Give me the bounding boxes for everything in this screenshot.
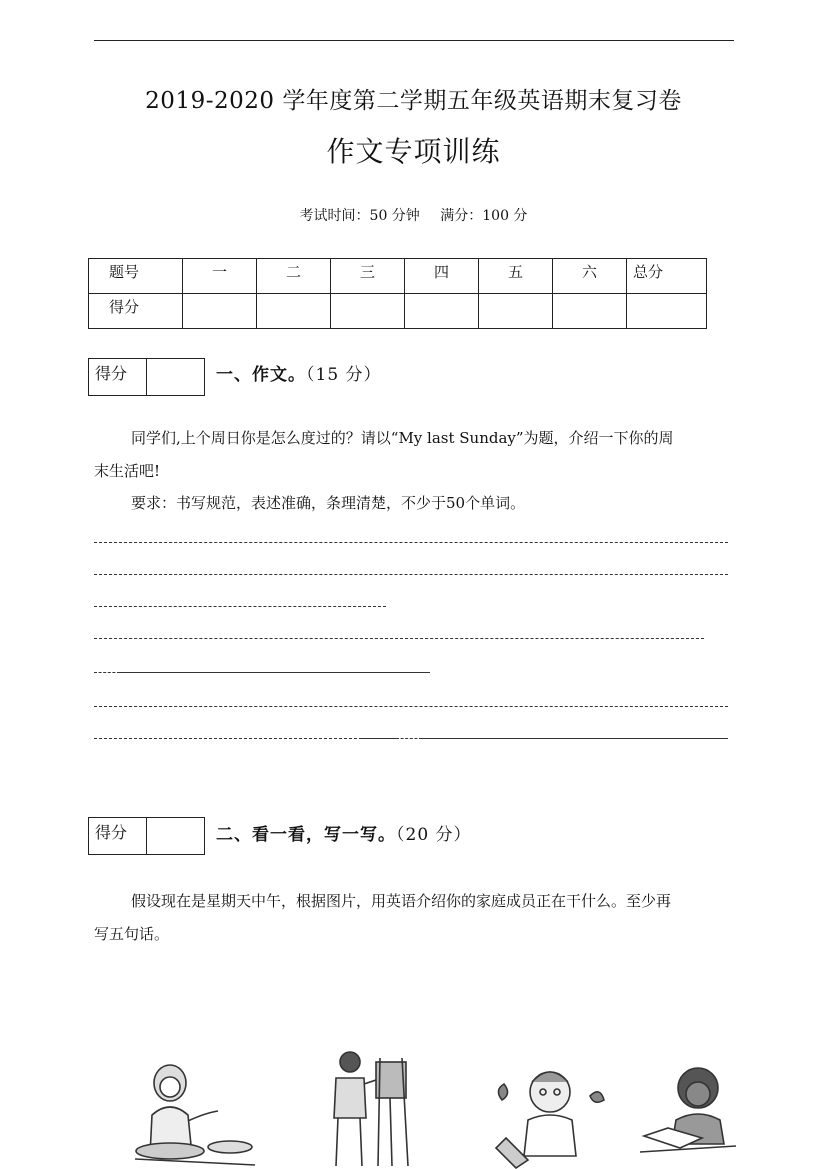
score-input-cell[interactable]	[183, 294, 257, 329]
score-table-header-row	[89, 259, 707, 294]
score-table-cell: 总分	[627, 259, 707, 294]
writing-line[interactable]	[94, 542, 728, 543]
father-painting-image	[320, 1048, 420, 1169]
boy-reading-image	[640, 1062, 736, 1169]
writing-line[interactable]	[94, 672, 120, 673]
exam-title: 2019-2020 学年度第二学期五年级英语期末复习卷	[145, 88, 682, 114]
score-table-cell: 二	[257, 259, 331, 294]
exam-info	[0, 205, 827, 225]
writing-line[interactable]	[362, 738, 396, 739]
score-table-cell: 六	[553, 259, 627, 294]
score-input-cell[interactable]	[553, 294, 627, 329]
section2-points: （20 分）	[396, 825, 472, 845]
score-input-cell[interactable]	[627, 294, 707, 329]
score-table-cell: 五	[479, 259, 553, 294]
score-table-cell: 一	[183, 259, 257, 294]
writing-line[interactable]	[396, 738, 422, 739]
score-table-cell: 四	[405, 259, 479, 294]
section2-score-label: 得分	[88, 817, 147, 855]
header-rule	[94, 40, 734, 41]
score-table-cell: 三	[331, 259, 405, 294]
section1-score-label: 得分	[88, 358, 147, 396]
mother-cooking-image	[130, 1055, 260, 1169]
score-input-cell[interactable]	[331, 294, 405, 329]
writing-line[interactable]	[422, 738, 728, 739]
exam-subtitle: 作文专项训练	[326, 135, 501, 168]
section1-prompt-line1: 同学们,上个周日你是怎么度过的？请以“My last Sunday”为题，介绍一下你的周	[131, 429, 674, 447]
writing-line[interactable]	[94, 706, 728, 707]
section2-score-box	[88, 817, 205, 855]
exam-full-score: 满分：100 分	[440, 208, 528, 224]
girl-writing-image	[488, 1060, 608, 1169]
section1-title	[216, 360, 382, 385]
score-input-cell[interactable]	[257, 294, 331, 329]
writing-line[interactable]	[94, 638, 704, 639]
score-table-cell: 得分	[89, 294, 183, 329]
boy-reading-icon	[640, 1062, 736, 1169]
score-table-score-row	[89, 294, 707, 329]
writing-line[interactable]	[94, 574, 728, 575]
section2-score-input[interactable]	[147, 817, 205, 855]
section1-score-input[interactable]	[147, 358, 205, 396]
score-table-cell: 题号	[89, 259, 183, 294]
score-input-cell[interactable]	[479, 294, 553, 329]
section2-title	[216, 820, 472, 845]
mother-cooking-icon	[130, 1055, 260, 1169]
section2-title-text: 二、看一看，写一写。	[216, 825, 396, 845]
section1-points: （15 分）	[306, 365, 382, 385]
section1-score-box	[88, 358, 205, 396]
father-painting-icon	[320, 1048, 420, 1169]
section1-prompt-line2: 末生活吧!	[94, 462, 161, 480]
writing-line[interactable]	[120, 672, 430, 673]
section1-requirement: 要求：书写规范，表述准确，条理清楚，不少于50个单词。	[131, 494, 526, 512]
section2-prompt-line1: 假设现在是星期天中午，根据图片，用英语介绍你的家庭成员正在干什么。至少再	[131, 892, 672, 910]
writing-line[interactable]	[94, 606, 386, 607]
section2-prompt-line2: 写五句话。	[94, 925, 170, 943]
exam-time: 考试时间：50 分钟	[299, 208, 420, 224]
writing-line[interactable]	[94, 738, 362, 739]
score-input-cell[interactable]	[405, 294, 479, 329]
section1-title-text: 一、作文。	[216, 365, 306, 385]
girl-writing-icon	[488, 1060, 608, 1169]
score-table	[88, 258, 707, 329]
